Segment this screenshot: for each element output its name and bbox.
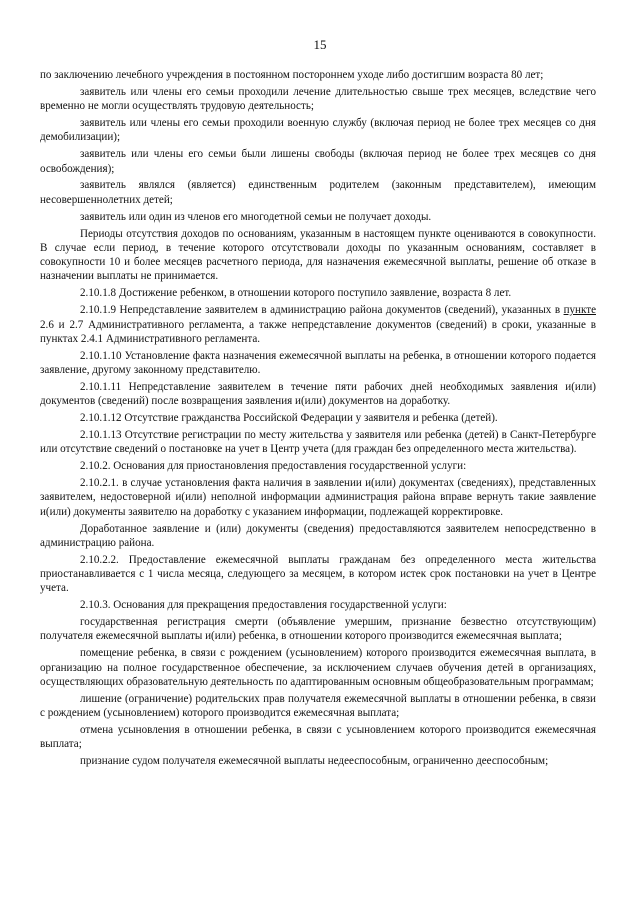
document-body (40, 68, 596, 771)
clause-2-10-1-8: 2.10.1.8 Достижение ребенком, в отношении которого поступило заявление, возраста 8 лет. (80, 287, 512, 300)
clause-2-10-1-9 (40, 303, 596, 346)
paragraph: Периоды отсутствия доходов по основаниям, указанным в настоящем пункте оцениваются в совокупности. В случае если период, в течение которого отсутствовали доходы по указанным основаниям, составляет в совокупности 10 и более месяцев расчетного периода, для назначения ежемесячной выплаты, решение об отказе в назначении выплаты не принимается. (40, 227, 596, 283)
clause-text: 2.10.1.9 Непредставление заявителем в администрацию района документов (сведений), указанных в (80, 304, 564, 317)
paragraph: помещение ребенка, в связи с рождением (усыновлением) которого производится ежемесячная выплата, в организацию на полное государственное обеспечение, за исключением случаев обучения детей в организациях, осуществляющих образовательную деятельность по адаптированным основным общеобразовательным программам; (40, 647, 596, 688)
paragraph: отмена усыновления в отношении ребенка, в связи с усыновлением которого производится ежемесячная выплата; (40, 723, 596, 751)
paragraph: заявитель или члены его семьи были лишены свободы (включая период не более трех месяцев со дня освобождения); (40, 148, 596, 175)
clause-2-10-1-13: 2.10.1.13 Отсутствие регистрации по месту жительства у заявителя или ребенка (детей) в Санкт-Петербурге или отсутствие сведений о постановке на учет в Центр учета (для граждан без определенного места жительства). (40, 428, 596, 456)
clause-2-10-3: 2.10.3. Основания для прекращения предоставления государственной услуги: (80, 599, 447, 612)
paragraph: заявитель или один из членов его многодетной семьи не получает доходы. (80, 210, 432, 223)
clause-2-10-1-11: 2.10.1.11 Непредставление заявителем в течение пяти рабочих дней необходимых заявления и(или) документов (сведений) после возвращения заявления и(или) документов на доработку. (40, 380, 596, 408)
paragraph: заявитель или члены его семьи проходили лечение длительностью свыше трех месяцев, вследствие чего временно не могли осуществлять трудовую деятельность; (40, 85, 596, 113)
clause-text: 2.6 и 2.7 Административного регламента, а также непредставление документов (сведений) в сроки, указанные в пунктах 2.4.1 Административного регламента. (40, 318, 596, 345)
clause-2-10-2-1: 2.10.2.1. в случае установления факта наличия в заявлении и(или) документах (сведениях), представленных заявителем, недостоверной и(или) неполной информации администрация района вправе вернуть такие заявление и(или) документы заявителю на доработку с указанием информации, подлежащей корректировке. (40, 477, 596, 518)
paragraph-continuation: по заключению лечебного учреждения в постоянном постороннем уходе либо достигшим возраста 80 лет; (40, 69, 544, 81)
paragraph: признание судом получателя ежемесячной выплаты недееспособным, ограниченно дееспособным; (80, 755, 549, 768)
paragraph: заявитель или члены его семьи проходили военную службу (включая период не более трех месяцев со дня демобилизации); (40, 117, 596, 144)
paragraph: лишение (ограничение) родительских прав получателя ежемесячной выплаты в отношении ребенка, в связи с рождением (усыновлением) которого производится ежемесячная выплата; (40, 692, 596, 720)
clause-2-10-1-12: 2.10.1.12 Отсутствие гражданства Российской Федерации у заявителя и ребенка (детей). (80, 412, 498, 425)
clause-link[interactable]: пункте (563, 304, 596, 317)
clause-2-10-1-10: 2.10.1.10 Установление факта назначения ежемесячной выплаты на ребенка, в отношении которого подается заявление, другому законному представителю. (40, 349, 596, 376)
clause-2-10-2: 2.10.2. Основания для приостановления предоставления государственной услуги: (80, 460, 467, 473)
paragraph: заявитель являлся (является) единственным родителем (законным представителем), имеющим несовершеннолетних детей; (40, 179, 596, 206)
page-number: 15 (313, 37, 327, 52)
paragraph: Доработанное заявление и (или) документы (сведения) предоставляются заявителем непосредственно в администрацию района. (40, 522, 596, 549)
paragraph: государственная регистрация смерти (объявление умершим, признание безвестно отсутствующим) получателя ежемесячной выплаты и(или) ребенка, в отношении которого производится ежемесячная выплата; (40, 616, 596, 643)
clause-2-10-2-2: 2.10.2.2. Предоставление ежемесячной выплаты гражданам без определенного места жительства приостанавливается с 1 числа месяца, следующего за месяцем, в котором истек срок постановки на учет в Центре учета. (40, 553, 596, 595)
